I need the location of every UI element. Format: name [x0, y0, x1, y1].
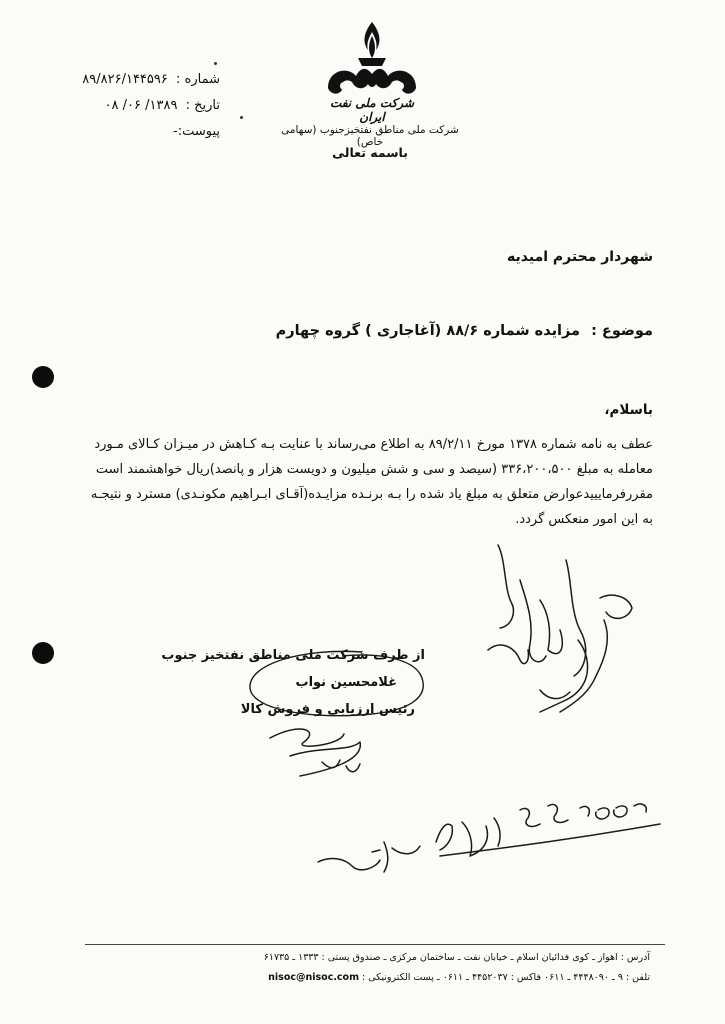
scan-speck [214, 62, 217, 65]
footer-divider [85, 944, 665, 945]
body-line: معامله به مبلغ ۳۳۶،۲۰۰،۵۰۰ (سیصد و سی و شش میلیون و دویست هزار و پانصد)ریال خواهشمند است [95, 462, 653, 477]
body-line: مقررفرمایییدعوارض متعلق به مبلغ یاد شده را بـه برنـده مزایـده(آقـای ابـراهیم مکونـدی) مسترد و نتیجـه [90, 487, 653, 502]
footer-phone: تلفن : ۹ ـ ۴۴۴۸۰۹۰ ـ ۰۶۱۱ فاکس : ۴۴۵۲۰۳۷ ـ ۰۶۱۱ ـ پست الکترونیکی : [362, 972, 650, 983]
scan-speck [240, 116, 243, 119]
signer-name: غلامحسین نواب [295, 675, 397, 690]
signer-title: رئیس ارزیابی و فروش کالا [240, 702, 415, 717]
company-name: شرکت ملی مناطق نفتخیزجنوب (سهامی خاص) [281, 124, 459, 148]
logo-caption: شرکت ملی نفت ایران [329, 96, 415, 124]
body-line: عطف به نامه شماره ۱۳۷۸ مورخ ۸۹/۲/۱۱ به اطلاع می‌رساند با عنایت بـه کـاهش در میـزان کـالای مـورد [94, 437, 653, 452]
salutation: باسلام، [604, 402, 653, 418]
subject-text: مزایده شماره ۸۸/۶ (آغاجاری ) گروه چهارم [275, 323, 580, 339]
number-value: ۸۹/۸۲۶/۱۴۴۵۹۶ [82, 72, 168, 87]
from-line: از طرف شرکت ملی مناطق نفتخیز جنوب [161, 648, 425, 663]
number-label: شماره : [176, 72, 220, 87]
subject-label: موضوع : [591, 323, 653, 339]
date-value: ۱۳۸۹/ ۰۶/ ۰۸ [104, 98, 178, 113]
addressee: شهردار محترم امیدیه [507, 249, 653, 265]
basmala: باسمه تعالی [332, 145, 408, 160]
attachment-label: پیوست:- [173, 124, 220, 139]
date-label: تاریخ : [185, 98, 220, 113]
body-line: به این امور منعکس گردد. [515, 512, 653, 527]
footer-email: nisoc@nisoc.com [268, 972, 359, 983]
footer-address: آدرس : اهواز ـ کوی فدائیان اسلام ـ خیابان نفت ـ ساختمان مرکزی ـ صندوق پستی : ۱۳۳۳ ـ ۶۱۷۳۵ [263, 952, 650, 963]
footer-contact [268, 972, 650, 983]
